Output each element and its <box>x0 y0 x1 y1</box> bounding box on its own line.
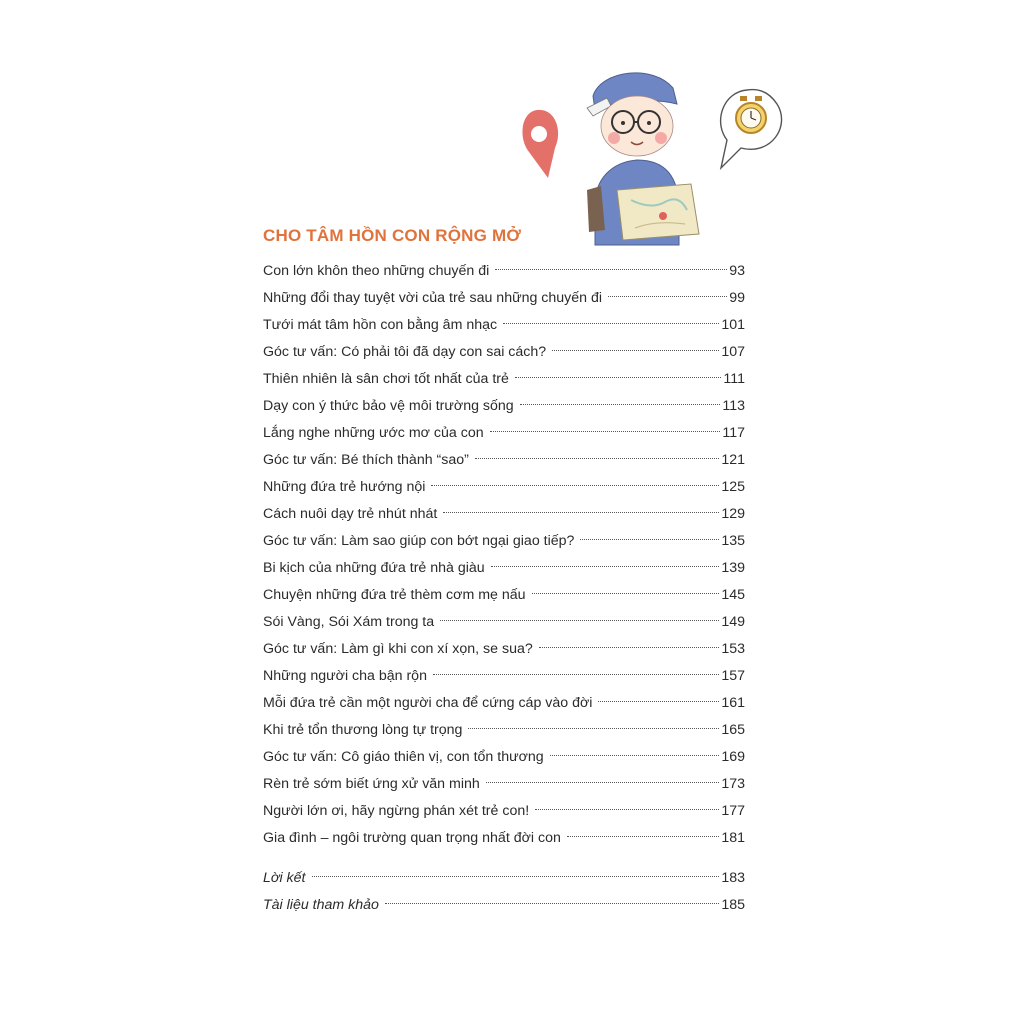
toc-leader-dots <box>520 404 721 405</box>
toc-page-number: 165 <box>721 722 745 738</box>
toc-leader-dots <box>550 755 720 756</box>
toc-entry-title: Người lớn ơi, hãy ngừng phán xét trẻ con! <box>263 803 530 819</box>
toc-entry-title: Rèn trẻ sớm biết ứng xử văn minh <box>263 776 480 792</box>
toc-page-number: 139 <box>721 560 745 576</box>
toc-entry <box>263 312 745 339</box>
toc-entry-title: Khi trẻ tổn thương lòng tự trọng <box>263 722 463 738</box>
toc-entry <box>263 690 745 717</box>
toc-entry-title: Chuyện những đứa trẻ thèm cơm mẹ nấu <box>263 587 526 603</box>
toc-page-number: 145 <box>721 587 745 603</box>
toc-leader-dots <box>495 269 727 270</box>
toc-entry <box>263 420 745 447</box>
toc-leader-dots <box>580 539 719 540</box>
toc-entry <box>263 771 745 798</box>
toc-page-number: 177 <box>721 803 745 819</box>
toc-leader-dots <box>608 296 727 297</box>
toc-leader-dots <box>503 323 719 324</box>
toc-page-number: 181 <box>721 830 745 846</box>
boy-figure <box>587 73 699 245</box>
toc-entry <box>263 865 745 892</box>
toc-entry <box>263 501 745 528</box>
toc-page-number: 135 <box>721 533 745 549</box>
toc-page-number: 153 <box>721 641 745 657</box>
toc-entry-title: Dạy con ý thức bảo vệ môi trường sống <box>263 398 514 414</box>
alarm-clock-icon <box>721 90 782 168</box>
toc-entry-title: Những người cha bận rộn <box>263 668 427 684</box>
toc-leader-dots <box>385 903 719 904</box>
toc-page-number: 149 <box>721 614 745 630</box>
toc-entry <box>263 366 745 393</box>
toc-page-number: 107 <box>721 344 745 360</box>
toc-leader-dots <box>535 809 719 810</box>
toc-entry <box>263 636 745 663</box>
toc-entry-title: Góc tư vấn: Cô giáo thiên vị, con tổn thương <box>263 749 544 765</box>
toc-page-number: 117 <box>722 425 745 441</box>
toc-entry-title: Thiên nhiên là sân chơi tốt nhất của trẻ <box>263 371 509 387</box>
toc-page-number: 173 <box>721 776 745 792</box>
toc-leader-dots <box>312 876 720 877</box>
toc-entry <box>263 528 745 555</box>
toc-leader-dots <box>539 647 720 648</box>
toc-entry-title: Gia đình – ngôi trường quan trọng nhất đời con <box>263 830 561 846</box>
toc-leader-dots <box>567 836 719 837</box>
toc-page-number: 157 <box>721 668 745 684</box>
toc-entry-title: Góc tư vấn: Có phải tôi đã dạy con sai cách? <box>263 344 547 360</box>
toc-entry <box>263 393 745 420</box>
boy-with-map-illustration <box>515 60 795 250</box>
toc-entry <box>263 798 745 825</box>
toc-entry-title: Lắng nghe những ước mơ của con <box>263 425 484 441</box>
toc-entry-title: Góc tư vấn: Làm sao giúp con bớt ngại giao tiếp? <box>263 533 575 549</box>
toc-page-number: 101 <box>721 317 745 333</box>
toc-page-number: 99 <box>729 290 745 306</box>
toc-leader-dots <box>431 485 719 486</box>
toc-entry-title: Cách nuôi dạy trẻ nhút nhát <box>263 506 438 522</box>
toc-entry <box>263 609 745 636</box>
toc-entry-title: Những đứa trẻ hướng nội <box>263 479 426 495</box>
toc-entry-title: Tài liệu tham khảo <box>263 897 379 913</box>
toc-entry <box>263 744 745 771</box>
toc-entry <box>263 717 745 744</box>
toc-page-number: 111 <box>723 371 745 387</box>
toc-leader-dots <box>515 377 722 378</box>
toc-leader-dots <box>443 512 719 513</box>
toc-entry-title: Bi kịch của những đứa trẻ nhà giàu <box>263 560 485 576</box>
toc-entry-title: Tưới mát tâm hồn con bằng âm nhạc <box>263 317 498 333</box>
toc-leader-dots <box>490 431 721 432</box>
toc-page-number: 129 <box>721 506 745 522</box>
toc-page-number: 185 <box>721 897 745 913</box>
toc-entry <box>263 474 745 501</box>
toc-entry-title: Sói Vàng, Sói Xám trong ta <box>263 614 435 630</box>
toc-page-number: 93 <box>729 263 745 279</box>
toc-entry-title: Lời kết <box>263 870 306 886</box>
toc-entry <box>263 447 745 474</box>
toc-entry <box>263 582 745 609</box>
toc-page-number: 169 <box>721 749 745 765</box>
toc-leader-dots <box>440 620 719 621</box>
toc-entry <box>263 555 745 582</box>
section-title: CHO TÂM HỒN CON RỘNG MỞ <box>263 226 522 245</box>
toc-leader-dots <box>433 674 719 675</box>
toc-leader-dots <box>468 728 719 729</box>
toc-page-number: 121 <box>721 452 745 468</box>
table-of-contents <box>263 258 745 919</box>
toc-entry-title: Mỗi đứa trẻ cần một người cha để cứng cáp vào đời <box>263 695 593 711</box>
toc-entry <box>263 285 745 312</box>
toc-leader-dots <box>491 566 720 567</box>
toc-spacer <box>263 852 745 865</box>
toc-leader-dots <box>532 593 720 594</box>
toc-entry-title: Những đổi thay tuyệt vời của trẻ sau những chuyến đi <box>263 290 603 306</box>
toc-leader-dots <box>598 701 719 702</box>
toc-entry <box>263 258 745 285</box>
toc-leader-dots <box>552 350 719 351</box>
toc-page-number: 113 <box>722 398 745 414</box>
toc-entry-title: Góc tư vấn: Bé thích thành “sao” <box>263 452 469 468</box>
toc-page-number: 125 <box>721 479 745 495</box>
toc-entry-title: Con lớn khôn theo những chuyến đi <box>263 263 490 279</box>
toc-leader-dots <box>475 458 719 459</box>
toc-page-number: 161 <box>721 695 745 711</box>
toc-page-number: 183 <box>721 870 745 886</box>
toc-entry <box>263 825 745 852</box>
toc-entry <box>263 663 745 690</box>
toc-entry-title: Góc tư vấn: Làm gì khi con xí xọn, se sua? <box>263 641 533 657</box>
toc-leader-dots <box>486 782 720 783</box>
toc-entry <box>263 339 745 366</box>
toc-entry <box>263 892 745 919</box>
location-pin-icon <box>522 110 558 178</box>
